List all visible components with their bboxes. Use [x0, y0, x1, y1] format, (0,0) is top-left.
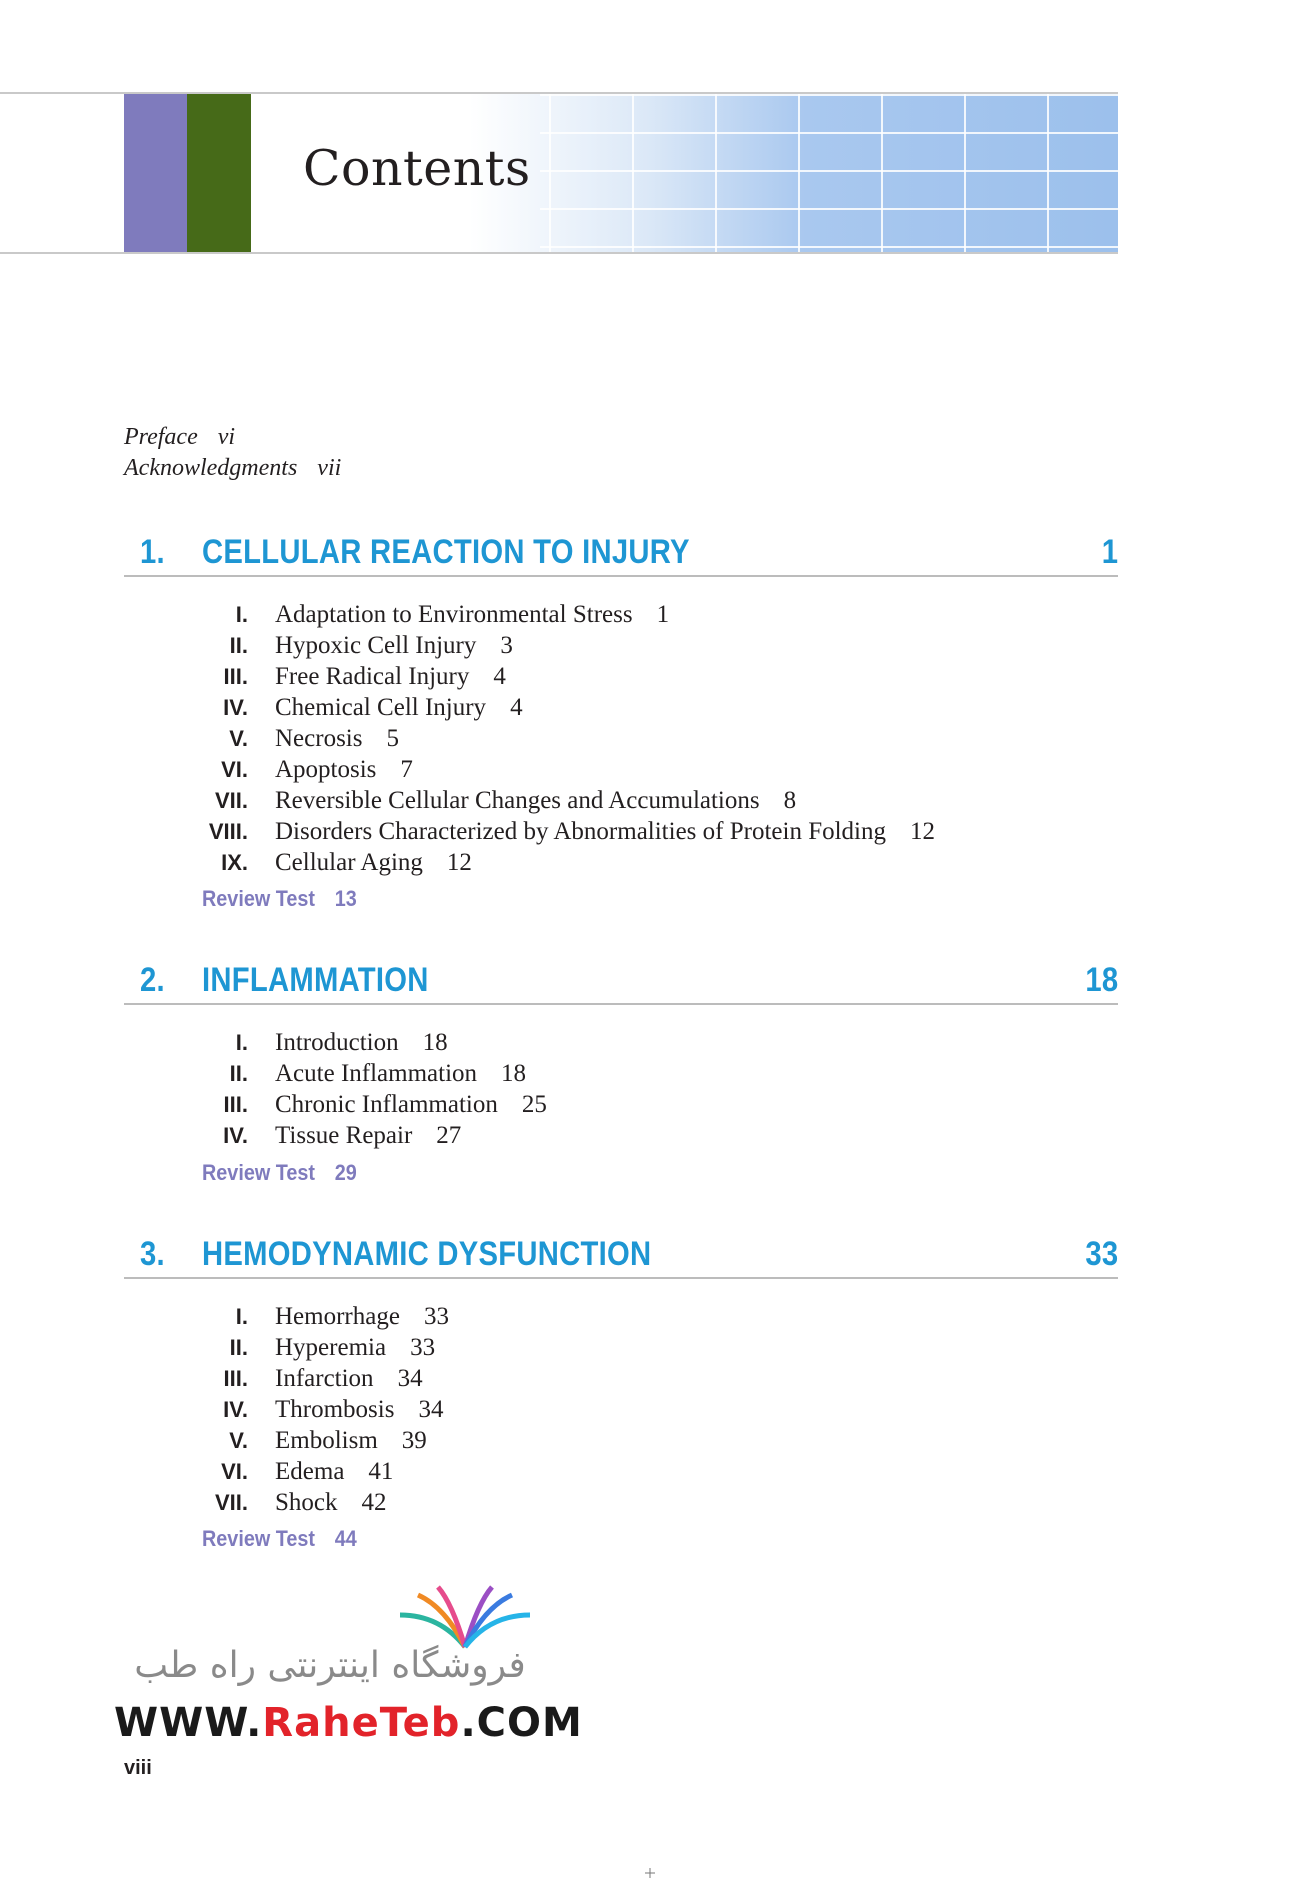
section-title: Embolism	[275, 1427, 378, 1454]
section-page: 18	[422, 1029, 448, 1056]
toc-entry[interactable]	[124, 1089, 1118, 1120]
chapter-number: 3.	[140, 1235, 165, 1273]
registration-mark-icon	[645, 1868, 655, 1878]
section-roman: IV.	[223, 1123, 248, 1148]
section-title: Introduction	[275, 1029, 399, 1056]
section-title: Cellular Aging	[275, 849, 423, 876]
section-title: Apoptosis	[275, 756, 377, 783]
review-label: Review Test	[202, 1160, 315, 1185]
toc-entry[interactable]	[124, 1456, 1118, 1487]
review-test-link[interactable]	[202, 1526, 357, 1552]
toc-entry[interactable]	[124, 847, 1118, 878]
chapter-1-sections	[124, 599, 1118, 878]
url-brand: RaheTeb	[262, 1700, 461, 1746]
toc-entry[interactable]	[124, 1058, 1118, 1089]
section-page: 33	[410, 1334, 436, 1361]
toc-entry[interactable]	[124, 1487, 1118, 1518]
chapter-3-sections	[124, 1301, 1118, 1518]
section-title: Thrombosis	[275, 1396, 395, 1423]
url-prefix: WWW.	[114, 1700, 263, 1746]
section-page: 7	[400, 756, 413, 783]
section-roman: III.	[223, 664, 248, 689]
section-title: Chemical Cell Injury	[275, 694, 487, 721]
section-roman: V.	[229, 1428, 248, 1453]
section-roman: VIII.	[208, 819, 248, 844]
chapter-number: 2.	[140, 961, 165, 999]
chapter-2-sections	[124, 1027, 1118, 1151]
chapter-title: CELLULAR REACTION TO INJURY	[202, 533, 690, 571]
section-title: Free Radical Injury	[275, 663, 470, 690]
section-roman: VI.	[221, 757, 248, 782]
review-page: 13	[334, 886, 357, 911]
section-page: 4	[510, 694, 523, 721]
chapter-title: INFLAMMATION	[202, 961, 429, 999]
section-roman: I.	[235, 602, 248, 627]
toc-entry[interactable]	[124, 785, 1118, 816]
toc-entry[interactable]	[124, 1120, 1118, 1151]
review-label: Review Test	[202, 886, 315, 911]
section-title: Edema	[275, 1458, 345, 1485]
toc-entry[interactable]	[124, 1425, 1118, 1456]
section-roman: VII.	[214, 788, 248, 813]
section-page: 42	[361, 1489, 387, 1516]
section-roman: I.	[235, 1304, 248, 1329]
section-title: Infarction	[275, 1365, 374, 1392]
chapter-heading-1[interactable]	[124, 527, 1118, 577]
toc-entry[interactable]	[124, 1332, 1118, 1363]
section-title: Acute Inflammation	[275, 1060, 478, 1087]
toc-entry[interactable]	[124, 1027, 1118, 1058]
review-test-link[interactable]	[202, 1160, 357, 1186]
toc-entry[interactable]	[124, 630, 1118, 661]
section-page: 39	[401, 1427, 427, 1454]
chapter-page: 33	[1084, 1235, 1118, 1273]
watermark-persian-text: فروشگاه اینترنتی راه طب	[134, 1645, 526, 1686]
section-roman: V.	[229, 726, 248, 751]
section-roman: III.	[223, 1092, 248, 1117]
section-page: 18	[501, 1060, 527, 1087]
raheteb-watermark	[110, 1585, 583, 1750]
section-roman: III.	[223, 1366, 248, 1391]
section-roman: IX.	[221, 850, 248, 875]
section-roman: IV.	[223, 1397, 248, 1422]
front-matter-preface[interactable]	[124, 424, 235, 451]
green-accent-bar	[187, 94, 251, 252]
contents-banner	[0, 92, 1118, 254]
toc-entry[interactable]	[124, 723, 1118, 754]
section-page: 34	[397, 1365, 423, 1392]
toc-entry[interactable]	[124, 1394, 1118, 1425]
chapter-heading-2[interactable]	[124, 955, 1118, 1005]
purple-accent-bar	[124, 94, 187, 252]
section-roman: VI.	[221, 1459, 248, 1484]
section-page: 41	[368, 1458, 394, 1485]
front-matter-page: vi	[217, 424, 236, 450]
section-page: 5	[386, 725, 399, 752]
section-page: 33	[423, 1303, 449, 1330]
section-title: Disorders Characterized by Abnormalities of Protein Folding	[275, 818, 886, 845]
review-label: Review Test	[202, 1526, 315, 1551]
toc-entry[interactable]	[124, 661, 1118, 692]
section-title: Tissue Repair	[275, 1122, 413, 1149]
section-title: Necrosis	[275, 725, 363, 752]
section-roman: II.	[229, 1061, 248, 1086]
chapter-page: 18	[1084, 961, 1118, 999]
url-suffix: .COM	[460, 1700, 583, 1746]
section-page: 25	[521, 1091, 547, 1118]
section-title: Adaptation to Environmental Stress	[275, 601, 633, 628]
section-page: 34	[418, 1396, 444, 1423]
review-page: 44	[334, 1526, 357, 1551]
section-roman: I.	[235, 1030, 248, 1055]
front-matter-acknowledgments[interactable]	[124, 455, 341, 482]
section-roman: VII.	[214, 1490, 248, 1515]
section-page: 3	[500, 632, 513, 659]
toc-entry[interactable]	[124, 599, 1118, 630]
page-title: Contents	[303, 140, 531, 197]
section-roman: II.	[229, 633, 248, 658]
toc-entry[interactable]	[124, 1301, 1118, 1332]
front-matter-page: vii	[317, 455, 342, 481]
review-page: 29	[334, 1160, 357, 1185]
section-page: 4	[493, 663, 506, 690]
section-page: 8	[783, 787, 797, 814]
watermark-url	[114, 1700, 583, 1746]
front-matter-label: Acknowledgments	[124, 455, 298, 481]
section-roman: II.	[229, 1335, 248, 1360]
toc-entry[interactable]	[124, 816, 1118, 847]
banner-grid-pattern	[540, 94, 1118, 252]
chapter-page: 1	[1101, 533, 1118, 571]
section-roman: IV.	[223, 695, 248, 720]
section-title: Chronic Inflammation	[275, 1091, 498, 1118]
section-title: Reversible Cellular Changes and Accumulations	[275, 787, 760, 814]
section-page: 12	[910, 818, 935, 845]
section-title: Hypoxic Cell Injury	[275, 632, 477, 659]
review-test-link[interactable]	[202, 886, 357, 912]
section-page: 27	[436, 1122, 462, 1149]
chapter-title: HEMODYNAMIC DYSFUNCTION	[202, 1235, 652, 1273]
section-title: Hemorrhage	[275, 1303, 400, 1330]
front-matter-label: Preface	[124, 424, 198, 450]
section-page: 1	[656, 601, 670, 628]
page-folio: viii	[124, 1757, 152, 1779]
toc-entry[interactable]	[124, 692, 1118, 723]
chapter-heading-3[interactable]	[124, 1229, 1118, 1279]
toc-entry[interactable]	[124, 1363, 1118, 1394]
toc-entry[interactable]	[124, 754, 1118, 785]
section-title: Hyperemia	[275, 1334, 387, 1361]
chapter-number: 1.	[140, 533, 165, 571]
section-page: 12	[446, 849, 472, 876]
section-title: Shock	[275, 1489, 338, 1516]
